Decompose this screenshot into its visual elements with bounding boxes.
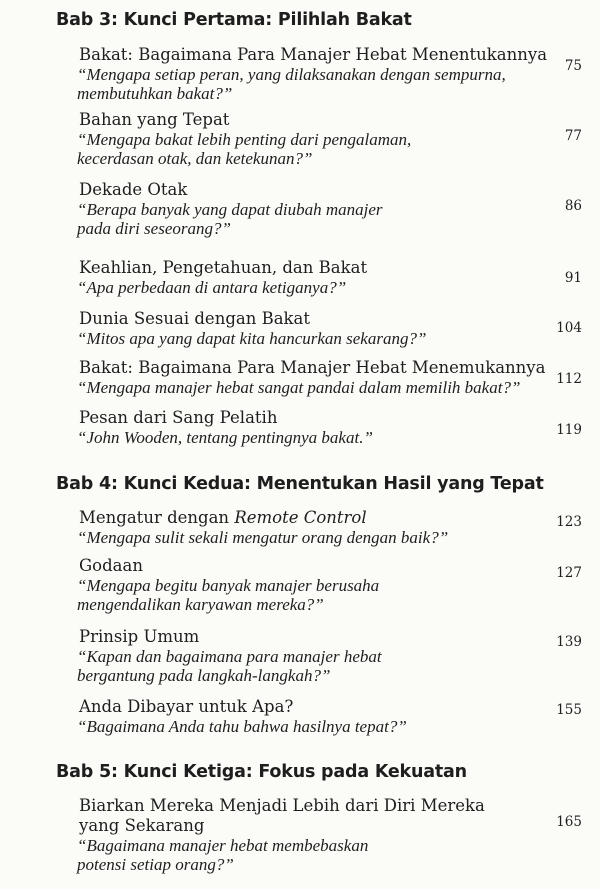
entry-quote: “Apa perbedaan di antara ketiganya?” [77,278,347,297]
entry-quote: “Bagaimana manajer hebat membebaskan potensi setiap orang?” [77,836,369,874]
entry-title: Dunia Sesuai dengan Bakat [79,309,311,328]
entry-quote: “Mengapa setiap peran, yang dilaksanakan dengan sempurna, membutuhkan bakat?” [77,65,506,103]
entry-quote: “Mengapa bakat lebih penting dari pengalaman, kecerdasan otak, dan ketekunan?” [77,130,412,168]
page-number: 75 [564,58,582,74]
page-number: 123 [556,514,582,530]
page-number: 77 [564,128,582,144]
entry-quote: “Bagaimana Anda tahu bahwa hasilnya tepat?” [77,717,407,736]
entry-quote: “Mengapa begitu banyak manajer berusaha mengendalikan karyawan mereka?” [77,576,380,614]
entry-title: Pesan dari Sang Pelatih [79,408,278,427]
toc-entry [79,180,582,238]
toc-entry [79,408,582,447]
page-number: 139 [556,634,582,650]
chapter-heading: Bab 3: Kunci Pertama: Pilihlah Bakat [56,10,412,30]
chapter-heading: Bab 4: Kunci Kedua: Menentukan Hasil yang Tepat [56,474,544,494]
page-number: 165 [556,814,582,830]
entry-title: Prinsip Umum [79,627,200,646]
page-number: 112 [556,371,582,387]
entry-quote: “John Wooden, tentang pentingnya bakat.” [77,428,373,447]
toc-entry [79,556,582,614]
entry-title: Bahan yang Tepat [79,110,230,129]
entry-quote: “Mitos apa yang dapat kita hancurkan sekarang?” [77,329,427,348]
toc-entry [79,697,582,736]
page-number: 119 [556,422,582,438]
entry-title: Godaan [79,556,143,575]
entry-title: Bakat: Bagaimana Para Manajer Hebat Menemukannya [79,358,546,377]
entry-quote: “Mengapa manajer hebat sangat pandai dalam memilih bakat?” [77,378,521,397]
entry-title: Biarkan Mereka Menjadi Lebih dari Diri Mereka [79,796,485,815]
entry-title: Anda Dibayar untuk Apa? [79,697,294,716]
toc-entry [79,110,582,168]
page-number: 104 [556,320,582,336]
chapter-heading: Bab 5: Kunci Ketiga: Fokus pada Kekuatan [56,762,467,782]
entry-title-continued: yang Sekarang [79,816,205,835]
entry-title: Mengatur dengan Remote Control [79,508,367,527]
entry-title: Keahlian, Pengetahuan, dan Bakat [79,258,368,277]
page-number: 127 [556,565,582,581]
page-number: 91 [564,270,582,286]
page-number: 86 [564,198,582,214]
toc-entry [79,258,582,297]
entry-title: Dekade Otak [79,180,188,199]
toc-entry [79,627,582,685]
toc-entry [79,358,582,397]
toc-entry [79,309,582,348]
page-number: 155 [556,702,582,718]
toc-entry [79,796,582,874]
toc-entry [79,508,582,547]
entry-quote: “Kapan dan bagaimana para manajer hebat bergantung pada langkah-langkah?” [77,647,382,685]
toc-entry [79,45,582,103]
entry-quote: “Berapa banyak yang dapat diubah manajer pada diri seseorang?” [77,200,383,238]
entry-title: Bakat: Bagaimana Para Manajer Hebat Menentukannya [79,45,548,64]
entry-quote: “Mengapa sulit sekali mengatur orang dengan baik?” [77,528,449,547]
